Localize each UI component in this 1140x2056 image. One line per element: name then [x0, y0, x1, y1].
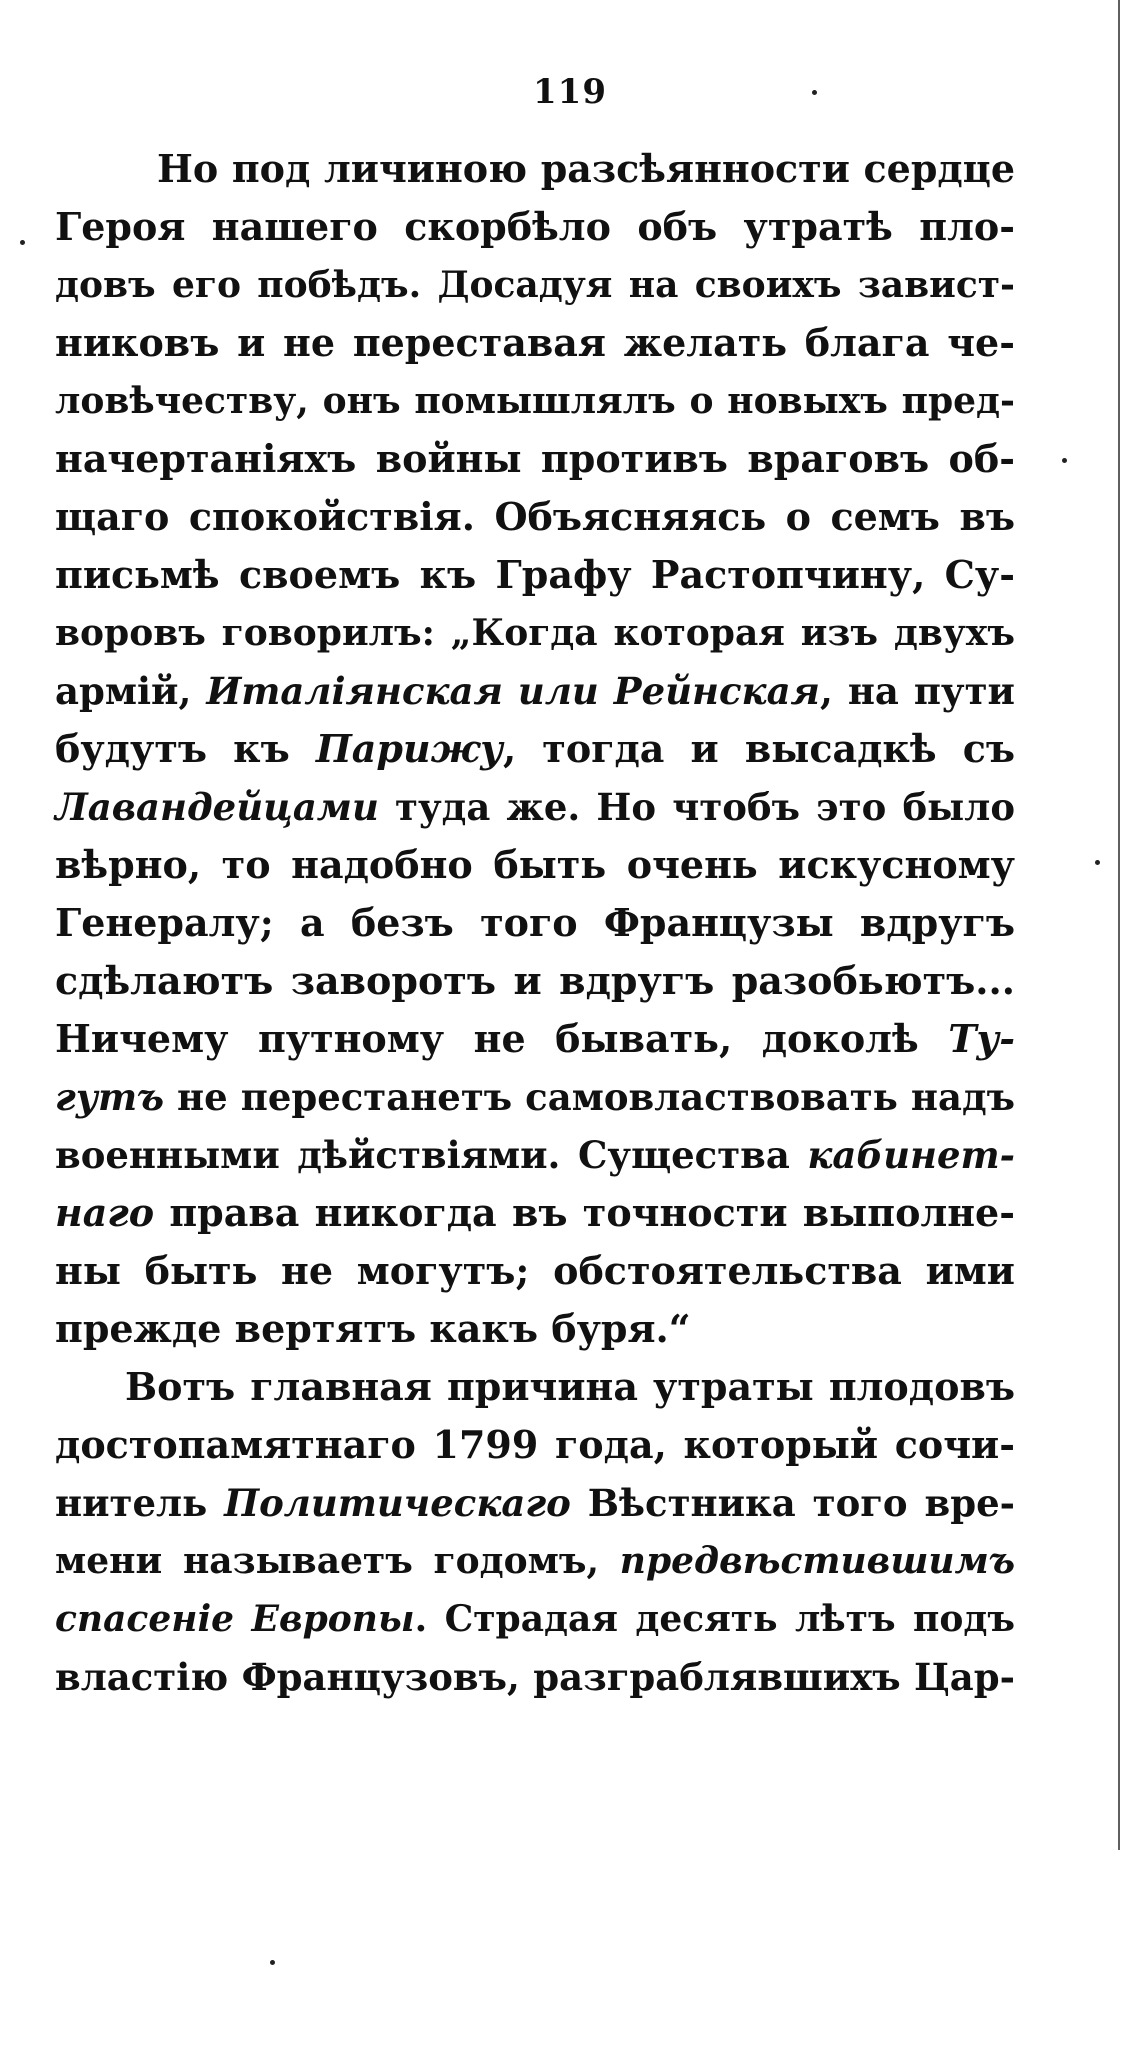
scan-speck: [20, 240, 25, 245]
text-run: Вотъ главная причина утраты плодовъ: [125, 1364, 1015, 1409]
text-run: щаго спокойствія. Объясняясь о семъ въ: [55, 494, 1015, 539]
text-line: [55, 1590, 1015, 1648]
text-line: [55, 430, 1015, 488]
text-run: нитель: [55, 1481, 225, 1525]
italic-text: Рейнская: [613, 669, 820, 713]
text-line: [55, 894, 1015, 952]
text-run: прежде вертятъ какъ буря.“: [55, 1306, 691, 1351]
text-line: [55, 1358, 1015, 1416]
text-line: [55, 198, 1015, 256]
text-run: ны быть не могутъ; обстоятельства ими: [55, 1248, 1015, 1293]
body-text: [55, 140, 1015, 1706]
text-line: [55, 1068, 1015, 1126]
scan-speck: [812, 90, 817, 95]
text-run: Ничему путному не бывать, доколѣ: [55, 1016, 949, 1061]
text-line: [55, 372, 1015, 430]
text-run: Генералу; а безъ того Французы вдругъ: [55, 900, 1015, 945]
text-run: достопамятнаго 1799 года, который сочи-: [55, 1422, 1015, 1467]
text-line: [55, 256, 1015, 314]
text-run: будутъ къ: [55, 726, 316, 771]
text-run: военными дѣйствіями. Существа: [55, 1133, 808, 1177]
text-line: [55, 604, 1015, 662]
text-run: властію Французовъ, разграблявшихъ Цар-: [55, 1655, 1015, 1699]
text-line: [55, 1126, 1015, 1184]
text-line: [55, 720, 1015, 778]
text-run: права никогда въ точности выполне-: [154, 1190, 1015, 1235]
text-run: Героя нашего скорбѣло объ утратѣ пло-: [55, 204, 1015, 249]
page-edge-line: [1118, 0, 1120, 1850]
text-run: сдѣлаютъ заворотъ и вдругъ разобьютъ...: [55, 958, 1015, 1003]
text-run: начертаніяхъ войны противъ враговъ об-: [55, 436, 1015, 481]
scan-speck: [270, 1960, 275, 1965]
text-line: [55, 1010, 1015, 1068]
italic-text: наго: [55, 1190, 155, 1235]
italic-text: Ту-: [948, 1016, 1015, 1061]
italic-text: Политическаго: [224, 1481, 571, 1525]
text-run: письмѣ своемъ къ Графу Растопчину, Су-: [55, 552, 1015, 597]
text-run: , на пути: [820, 669, 1015, 713]
italic-text: гутъ: [55, 1075, 164, 1119]
italic-text: Италіянская: [206, 669, 503, 713]
text-line: [55, 488, 1015, 546]
text-run: туда же. Но чтобъ это было: [378, 785, 1015, 829]
italic-text: или: [502, 669, 614, 713]
italic-text: кабинет-: [807, 1133, 1015, 1177]
text-line: [55, 1474, 1015, 1532]
text-run: не перестанетъ самовластвовать надъ: [164, 1075, 1015, 1119]
text-run: армій,: [55, 669, 207, 713]
text-run: воровъ говорилъ: „Когда которая изъ двухъ: [55, 612, 1015, 654]
scan-speck: [1062, 458, 1067, 463]
text-line: [55, 1532, 1015, 1590]
italic-text: Парижу: [315, 726, 503, 771]
text-run: вѣрно, то надобно быть очень искусному: [55, 842, 1015, 887]
text-run: довъ его побѣдъ. Досадуя на своихъ завист-: [55, 264, 1015, 306]
text-run: Но под личиною разсѣянности сердце: [157, 146, 1015, 191]
text-line: [55, 1300, 1015, 1358]
page-number: 119: [533, 72, 607, 112]
text-run: никовъ и не переставая желать блага че-: [55, 320, 1015, 365]
text-line: [55, 952, 1015, 1010]
text-run: ловѣчеству, онъ помышлялъ о новыхъ пред-: [55, 380, 1015, 422]
text-run: мени называетъ годомъ,: [55, 1540, 620, 1582]
paragraph: [55, 1358, 1015, 1706]
text-line: [55, 1184, 1015, 1242]
text-line: [55, 778, 1015, 836]
italic-text: спасеніе Европы: [55, 1598, 415, 1640]
text-line: [55, 314, 1015, 372]
text-line: [55, 140, 1015, 198]
text-line: [55, 1242, 1015, 1300]
scan-speck: [1095, 860, 1100, 865]
paragraph: [55, 140, 1015, 1358]
text-line: [55, 1648, 1015, 1706]
text-line: [55, 1416, 1015, 1474]
text-line: [55, 662, 1015, 720]
text-run: Вѣстника того вре-: [570, 1481, 1015, 1525]
italic-text: предвѣстившимъ: [619, 1540, 1015, 1582]
text-line: [55, 546, 1015, 604]
text-run: , тогда и высадкѣ съ: [502, 726, 1015, 771]
italic-text: Лавандейцами: [55, 785, 379, 829]
text-line: [55, 836, 1015, 894]
text-run: . Страдая десять лѣтъ подъ: [414, 1598, 1015, 1640]
